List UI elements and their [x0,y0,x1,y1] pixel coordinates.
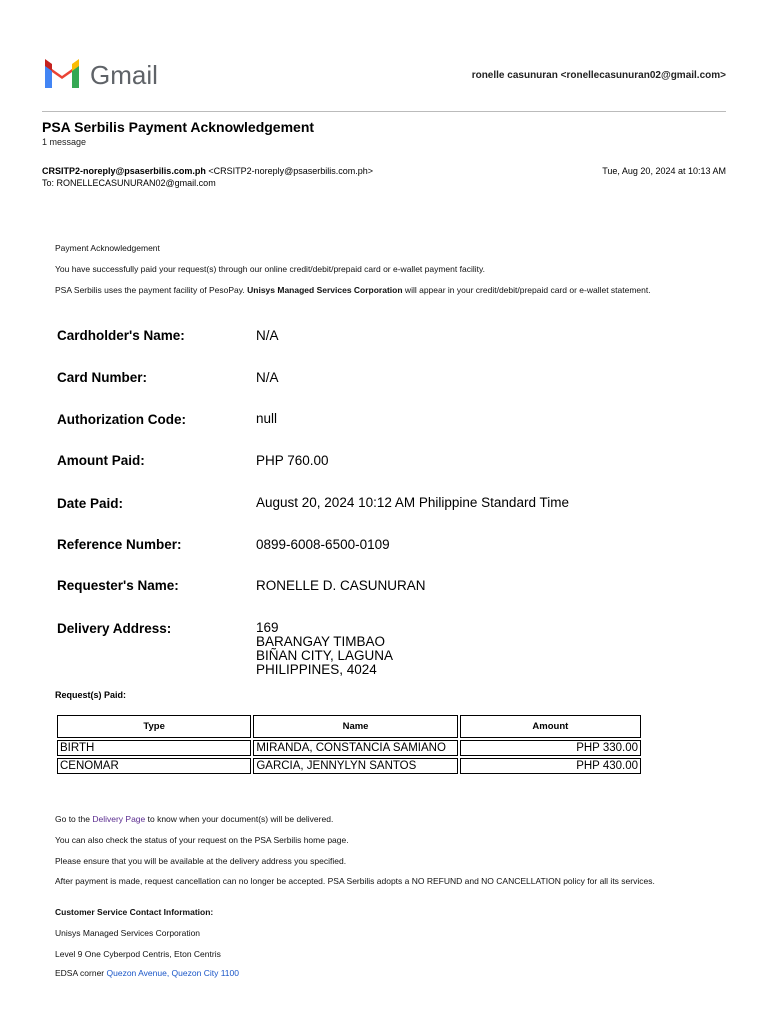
gmail-logo-icon [42,58,82,88]
cell-amount: PHP 430.00 [460,758,641,774]
body-line-2-pre: PSA Serbilis uses the payment facility of PesoPay. [55,285,248,295]
cardholder-value: N/A [256,328,279,343]
sender-address: <CRSITP2-noreply@psaserbilis.com.ph> [208,166,374,176]
cell-type: CENOMAR [57,758,251,774]
requests-table [55,713,643,776]
requester-name-label: Requester's Name: [57,578,179,593]
table-header-row [57,715,641,738]
table-row [57,740,641,756]
delivery-address-value [256,621,393,677]
body-line-2-bold: Unisys Managed Services Corporation [247,285,403,295]
requester-name-value: RONELLE D. CASUNURAN [256,578,426,593]
auth-code-label: Authorization Code: [57,412,186,427]
cs-address-link[interactable]: Quezon Avenue, Quezon City 1100 [106,968,239,978]
gmail-wordmark: Gmail [90,60,158,90]
goto-post: to know when your document(s) will be delivered. [145,814,334,824]
recipient: To: RONELLECASUNURAN02@gmail.com [42,178,216,188]
header-divider [42,111,726,112]
email-subject: PSA Serbilis Payment Acknowledgement [42,119,315,135]
email-date: Tue, Aug 20, 2024 at 10:13 AM [602,166,726,176]
goto-pre: Go to the [55,814,93,824]
auth-code-value: null [256,411,278,426]
amount-paid-label: Amount Paid: [57,453,145,468]
address-line: 169 [256,620,279,635]
address-line: BARANGAY TIMBAO [256,634,386,649]
card-number-label: Card Number: [57,370,148,385]
column-header-amount: Amount [460,715,641,738]
cell-name: MIRANDA, CONSTANCIA SAMIANO [253,740,457,756]
body-line-2-post: will appear in your credit/debit/prepaid card or e-wallet statement. [402,285,651,295]
cs-address-1: Level 9 One Cyberpod Centris, Eton Centris [55,949,221,959]
availability-line: Please ensure that you will be available at the delivery address you specified. [55,856,347,866]
cs-address-2-pre: EDSA corner [55,968,107,978]
account-email: ronelle casunuran <ronellecasunuran02@gmail.com> [471,70,726,81]
cardholder-label: Cardholder's Name: [57,328,185,343]
delivery-address-label: Delivery Address: [57,621,172,636]
table-row [57,758,641,774]
message-count: 1 message [42,137,87,147]
address-line: PHILIPPINES, 4024 [256,662,377,677]
body-line-2 [55,285,651,295]
amount-paid-value: PHP 760.00 [256,453,329,468]
cs-address-2 [55,968,239,978]
cell-amount: PHP 330.00 [460,740,641,756]
cell-name: GARCIA, JENNYLYN SANTOS [253,758,457,774]
address-line: BIÑAN CITY, LAGUNA [256,648,394,663]
date-paid-label: Date Paid: [57,496,124,511]
body-line-1: You have successfully paid your request(s) through our online credit/debit/prepaid card or e-wallet payment facility. [55,264,485,274]
delivery-page-line [55,814,333,824]
column-header-name: Name [253,715,457,738]
status-check-line: You can also check the status of your request on the PSA Serbilis home page. [55,835,349,845]
card-number-value: N/A [256,370,279,385]
reference-number-label: Reference Number: [57,537,182,552]
cell-type: BIRTH [57,740,251,756]
cs-company: Unisys Managed Services Corporation [55,928,201,938]
date-paid-value: August 20, 2024 10:12 AM Philippine Standard Time [256,495,569,510]
sender-name: CRSITP2-noreply@psaserbilis.com.ph [42,166,206,176]
delivery-page-link[interactable]: Delivery Page [92,814,146,824]
column-header-type: Type [57,715,251,738]
requests-heading: Request(s) Paid: [55,690,127,700]
refund-policy-line: After payment is made, request cancellation can no longer be accepted. PSA Serbilis adopts a NO REFUND and NO CANCELLATION policy for all its services. [55,876,655,886]
reference-number-value: 0899-6008-6500-0109 [256,537,390,552]
customer-service-heading: Customer Service Contact Information: [55,907,214,917]
body-heading: Payment Acknowledgement [55,243,160,253]
sender [42,166,373,176]
